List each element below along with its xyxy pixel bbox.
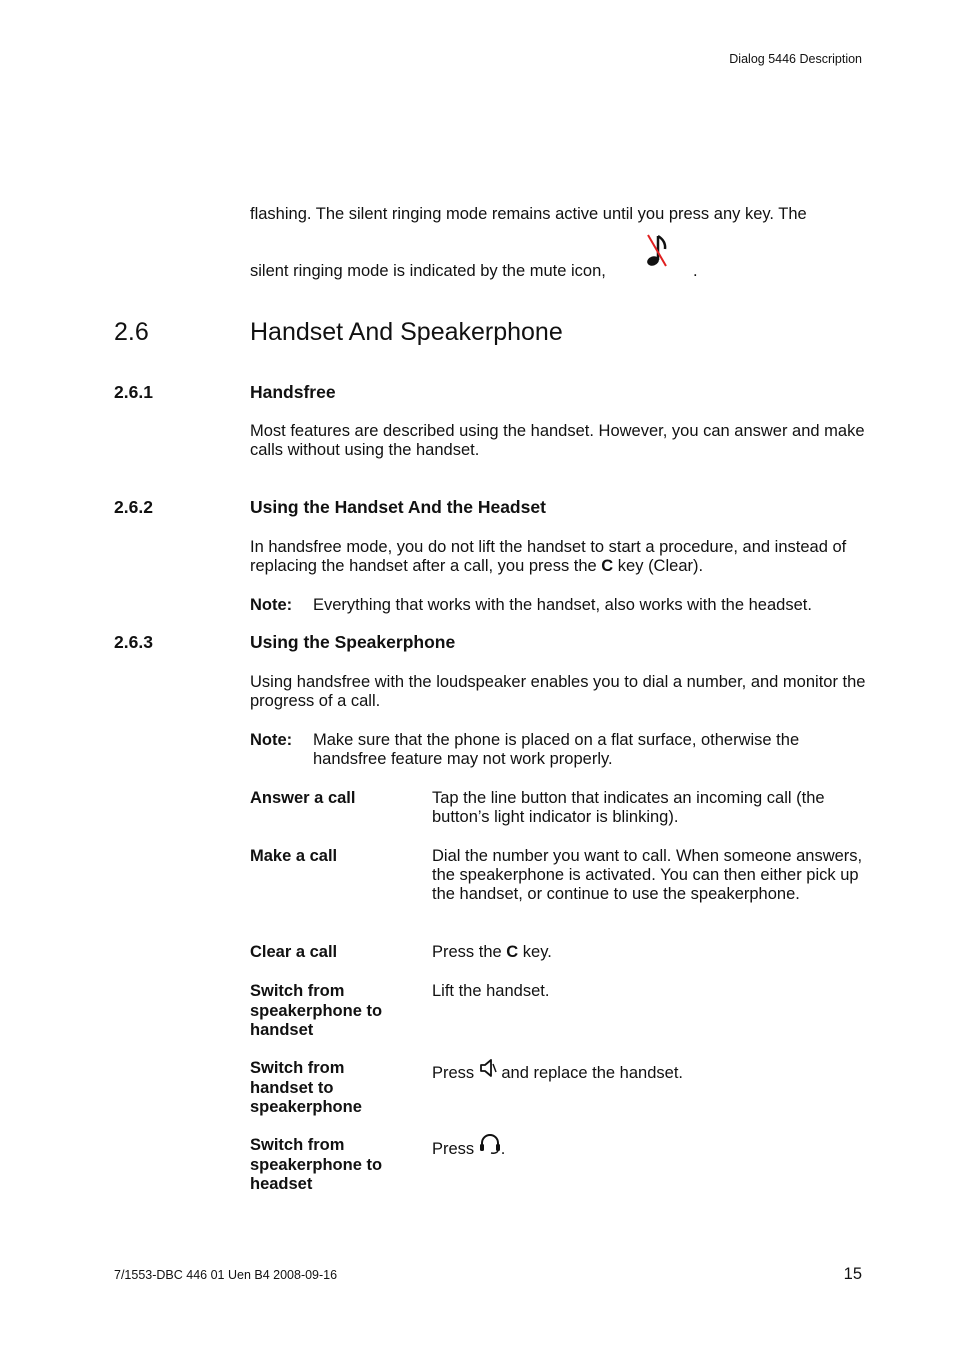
desc-speaker-to-handset: Lift the handset. bbox=[432, 982, 550, 1000]
desc-speaker-to-headset bbox=[432, 1140, 868, 1159]
note-text: Everything that works with the handset, also works with the headset. bbox=[313, 596, 812, 614]
note-speakerphone bbox=[250, 731, 870, 769]
term-speaker-to-headset: Switch from speakerphone to headset bbox=[250, 1136, 383, 1193]
desc-speaker-before: Press bbox=[432, 1064, 479, 1082]
subsection-1-text: Most features are described using the handset. However, you can answer and make calls without using the handset. bbox=[250, 422, 865, 459]
desc-handset-to-speaker bbox=[432, 1064, 868, 1083]
subsection-2-text bbox=[250, 538, 868, 576]
desc-clear-after: key. bbox=[518, 943, 552, 961]
subsection-3-number: 2.6.3 bbox=[114, 632, 153, 652]
page-header: Dialog 5446 Description bbox=[729, 52, 862, 66]
headset-icon bbox=[479, 1140, 501, 1159]
term-clear-call: Clear a call bbox=[250, 943, 338, 961]
clear-key-label: C bbox=[601, 557, 614, 575]
note-label: Note: bbox=[250, 731, 293, 749]
note-label: Note: bbox=[250, 596, 293, 614]
desc-headset-after: . bbox=[500, 1140, 506, 1158]
term-answer-call: Answer a call bbox=[250, 789, 356, 807]
subsection-2-text-before: In handsfree mode, you do not lift the handset to start a procedure, and instead of replacing the handset after a call, you press the bbox=[250, 538, 847, 575]
subsection-2-title: Using the Handset And the Headset bbox=[250, 497, 546, 517]
term-speaker-to-handset: Switch from speakerphone to handset bbox=[250, 982, 383, 1039]
mute-icon bbox=[644, 232, 670, 275]
desc-answer-call: Tap the line button that indicates an incoming call (the button’s light indicator is blinking). bbox=[432, 789, 825, 826]
section-title: Handset And Speakerphone bbox=[250, 318, 563, 346]
subsection-3-text: Using handsfree with the loudspeaker enables you to dial a number, and monitor the progress of a call. bbox=[250, 673, 866, 710]
desc-make-call: Dial the number you want to call. When someone answers, the speakerphone is activated. You can then either pick up the handset, or continue to use the speakerphone. bbox=[432, 847, 863, 903]
page-number: 15 bbox=[843, 1265, 862, 1283]
subsection-3-title: Using the Speakerphone bbox=[250, 632, 456, 652]
section-number: 2.6 bbox=[114, 318, 149, 346]
subsection-1-title: Handsfree bbox=[250, 382, 336, 402]
subsection-2-text-after: key (Clear). bbox=[613, 557, 704, 575]
intro-line-2-text: silent ringing mode is indicated by the mute icon, bbox=[250, 262, 606, 280]
intro-line-2 bbox=[250, 232, 868, 280]
intro-line-1: flashing. The silent ringing mode remains active until you press any key. The bbox=[250, 205, 807, 223]
speaker-icon bbox=[479, 1064, 497, 1083]
term-handset-to-speaker: Switch from handset to speakerphone bbox=[250, 1059, 362, 1116]
subsection-2-number: 2.6.2 bbox=[114, 497, 153, 517]
note-headset bbox=[250, 596, 870, 615]
desc-headset-before: Press bbox=[432, 1140, 479, 1158]
desc-clear-before: Press the bbox=[432, 943, 507, 961]
clear-key-label: C bbox=[506, 943, 519, 961]
footer-doc-id: 7/1553-DBC 446 01 Uen B4 2008-09-16 bbox=[114, 1268, 338, 1282]
note-line-2: handsfree feature may not work properly. bbox=[313, 750, 613, 768]
term-make-call: Make a call bbox=[250, 847, 338, 865]
intro-line-2-end: . bbox=[693, 262, 698, 280]
desc-clear-call bbox=[432, 943, 868, 962]
subsection-1-number: 2.6.1 bbox=[114, 382, 153, 402]
note-line-1: Make sure that the phone is placed on a flat surface, otherwise the bbox=[313, 731, 800, 749]
desc-speaker-after: and replace the handset. bbox=[496, 1064, 683, 1082]
